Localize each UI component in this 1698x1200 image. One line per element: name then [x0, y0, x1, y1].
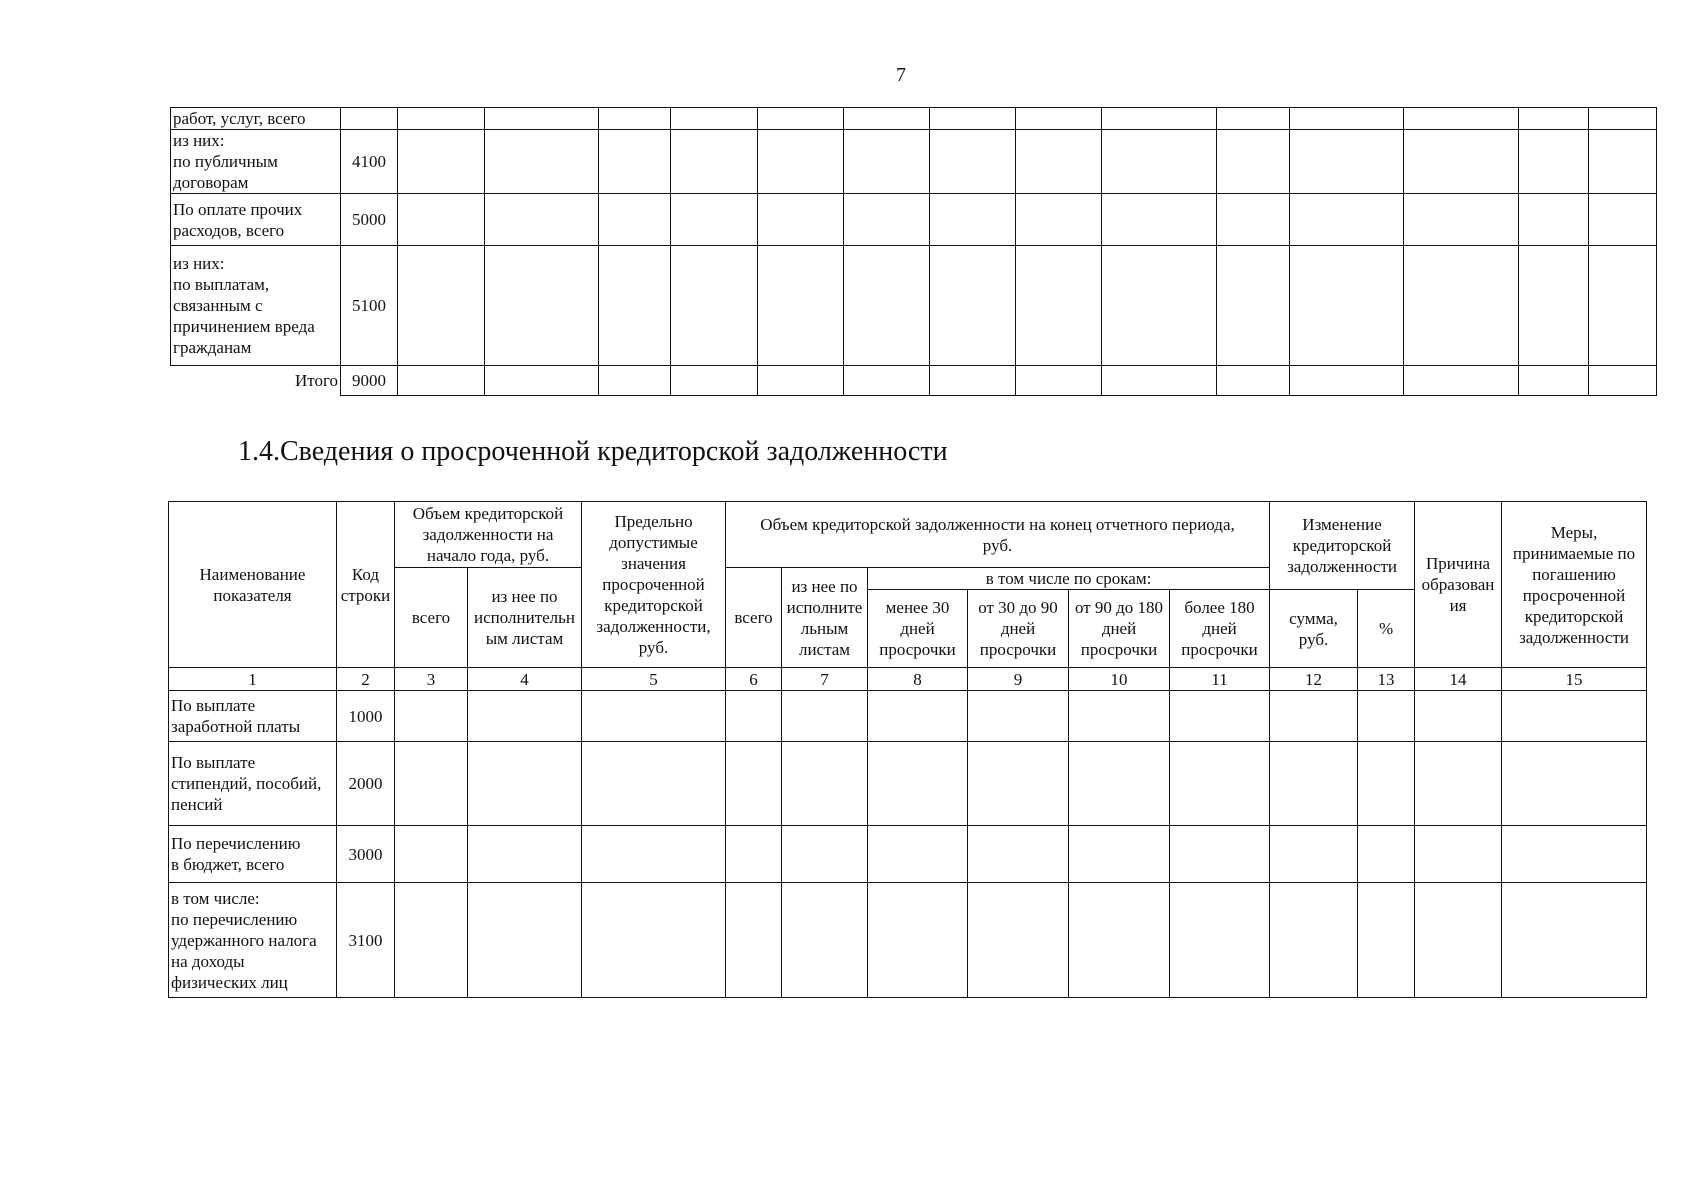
header-term-1: менее 30 дней просрочки: [868, 590, 968, 668]
receivables-table-continuation: [170, 107, 1657, 396]
row-code: [341, 108, 398, 130]
column-number: 9: [968, 668, 1069, 691]
column-number: 14: [1415, 668, 1502, 691]
row-name: По оплате прочих расходов, всего: [171, 194, 341, 246]
header-start-volume: Объем кредиторской задолженности на начало года, руб.: [395, 502, 582, 568]
header-limit: Предельно допустимые значения просроченной кредиторской задолженности, руб.: [582, 502, 726, 668]
row-name: в том числе: по перечислению удержанного налога на доходы физических лиц: [169, 883, 337, 998]
row-code: 5000: [341, 194, 398, 246]
row-code: 3100: [337, 883, 395, 998]
row-code: 2000: [337, 742, 395, 826]
page-number: 7: [896, 64, 906, 86]
header-measures: Меры, принимаемые по погашению просроченной кредиторской задолженности: [1502, 502, 1647, 668]
column-number: 15: [1502, 668, 1647, 691]
header-reason: Причина образован ия: [1415, 502, 1502, 668]
overdue-payables-table: [168, 501, 1647, 998]
table-row: [169, 883, 1647, 998]
header-change: Изменение кредиторской задолженности: [1270, 502, 1415, 590]
row-name: работ, услуг, всего: [171, 108, 341, 130]
header-name: Наименование показателя: [169, 502, 337, 668]
header-term-3: от 90 до 180 дней просрочки: [1069, 590, 1170, 668]
header-term-2: от 30 до 90 дней просрочки: [968, 590, 1069, 668]
table-row: [169, 826, 1647, 883]
column-number: 3: [395, 668, 468, 691]
row-code: 5100: [341, 246, 398, 366]
row-name: По выплате стипендий, пособий, пенсий: [169, 742, 337, 826]
row-name: По перечислению в бюджет, всего: [169, 826, 337, 883]
column-number: 1: [169, 668, 337, 691]
column-number: 2: [337, 668, 395, 691]
total-row: [171, 366, 1657, 396]
column-numbers-row: [169, 668, 1647, 691]
column-number: 4: [468, 668, 582, 691]
header-end-total: всего: [726, 568, 782, 668]
column-number: 11: [1170, 668, 1270, 691]
total-code: 9000: [341, 366, 398, 396]
header-by-terms: в том числе по срокам:: [868, 568, 1270, 590]
row-name: из них: по публичным договорам: [171, 130, 341, 194]
table-row: [171, 130, 1657, 194]
column-number: 8: [868, 668, 968, 691]
header-term-4: более 180 дней просрочки: [1170, 590, 1270, 668]
row-name: По выплате заработной платы: [169, 691, 337, 742]
header-code: Код строки: [337, 502, 395, 668]
table-row: [169, 742, 1647, 826]
table-row: [169, 691, 1647, 742]
table-row: [171, 246, 1657, 366]
header-end-writs: из нее по исполните льным листам: [782, 568, 868, 668]
column-number: 5: [582, 668, 726, 691]
header-start-writs: из нее по исполнительн ым листам: [468, 568, 582, 668]
column-number: 6: [726, 668, 782, 691]
table-row: [171, 108, 1657, 130]
header-change-sum: сумма, руб.: [1270, 590, 1358, 668]
row-code: 4100: [341, 130, 398, 194]
header-start-total: всего: [395, 568, 468, 668]
column-number: 10: [1069, 668, 1170, 691]
row-name: из них: по выплатам, связанным с причинением вреда гражданам: [171, 246, 341, 366]
section-title: 1.4.Сведения о просроченной кредиторской задолженности: [238, 436, 948, 467]
column-number: 12: [1270, 668, 1358, 691]
header-change-pct: %: [1358, 590, 1415, 668]
column-number: 7: [782, 668, 868, 691]
column-number: 13: [1358, 668, 1415, 691]
row-code: 1000: [337, 691, 395, 742]
row-code: 3000: [337, 826, 395, 883]
header-end-volume: Объем кредиторской задолженности на конец отчетного периода, руб.: [726, 502, 1270, 568]
total-label: Итого: [171, 366, 341, 396]
table-row: [171, 194, 1657, 246]
